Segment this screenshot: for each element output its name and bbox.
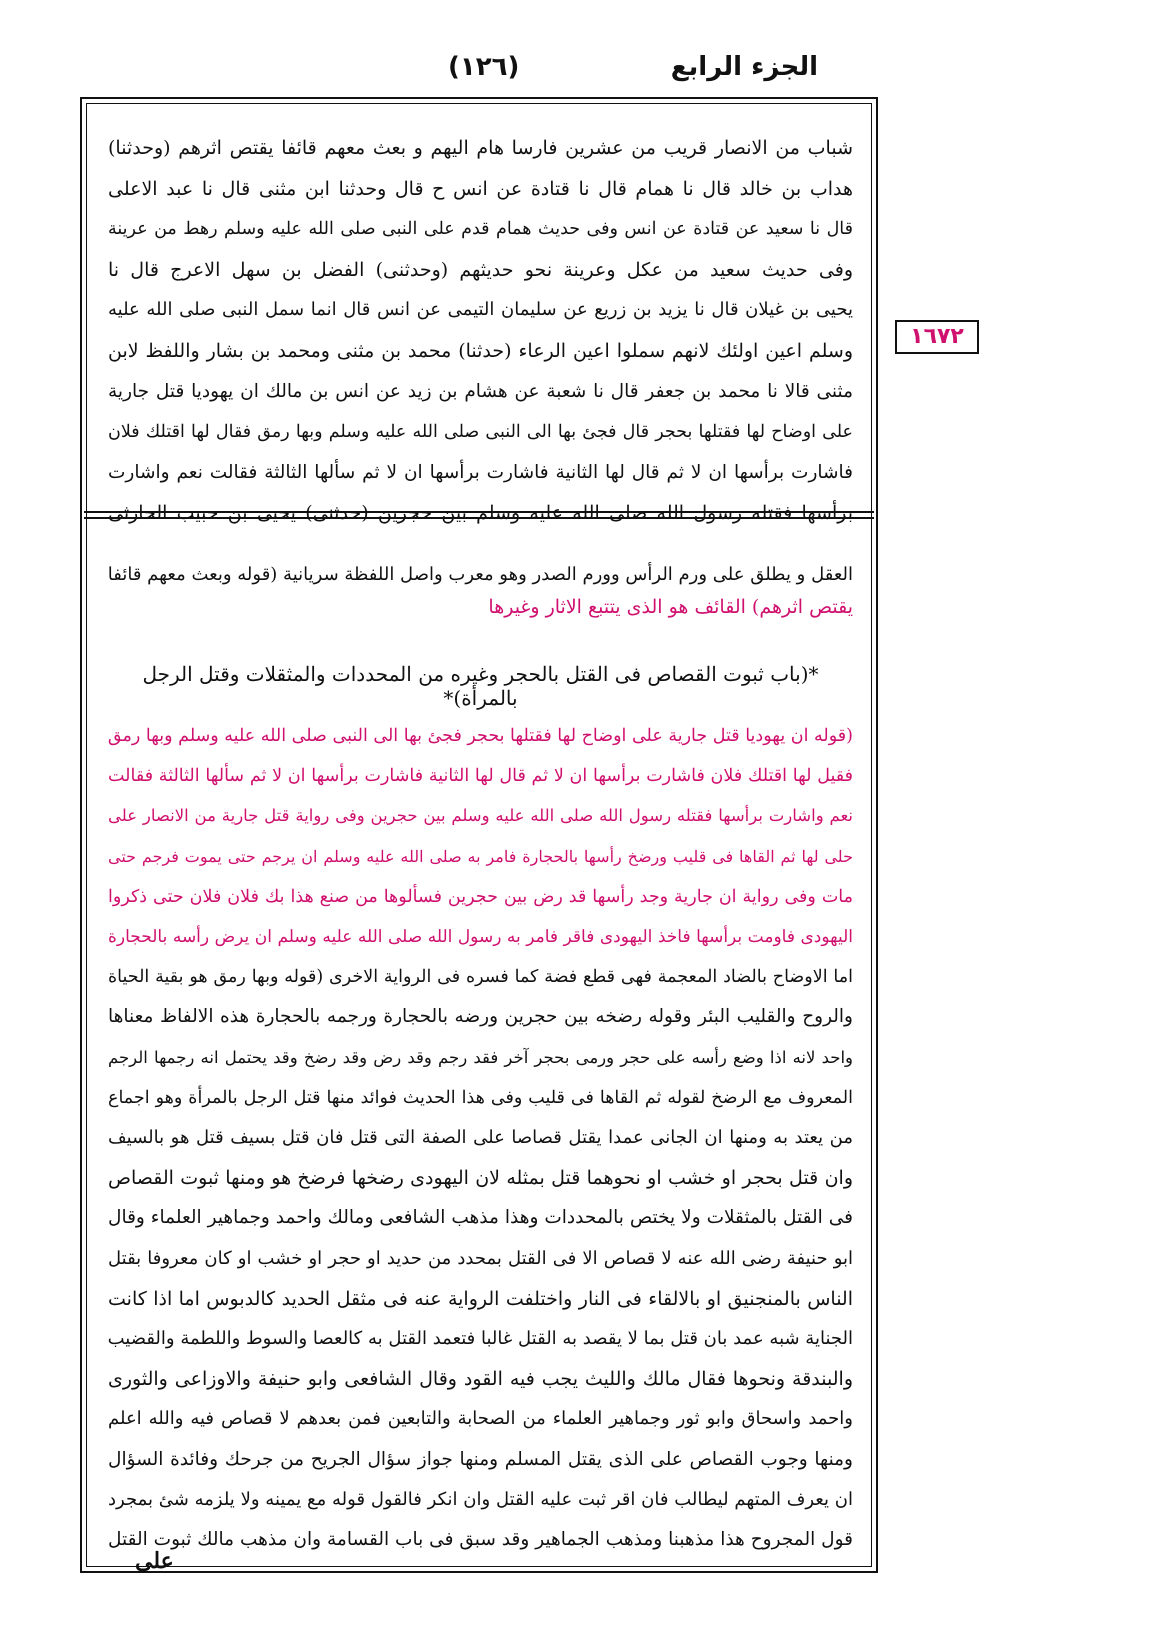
- part-label: الجزء الرابع: [670, 52, 818, 82]
- commentary-line: ان يعرف المتهم ليطالب فان اقر ثبت عليه القتل وان انكر فالقول قوله مع يمينه ولا يلزمه شئ بمجرد: [108, 1488, 853, 1510]
- commentary-line-quote: فقيل لها اقتلك فلان فاشارت برأسها ان لا ثم قال لها الثانية فاشارت برأسها ان لا ثم سألها الثالثة فقالت: [108, 766, 853, 787]
- chapter-heading: *(باب ثبوت القصاص فى القتل بالحجر وغيره من المحددات والمثقلات وقتل الرجل بالمرأة)*: [142, 662, 819, 710]
- commentary-line: واحمد واسحاق وابو ثور وجماهير العلماء من الصحابة والتابعين فمن بعدهم لا قصاص فيه والله اعلم: [108, 1408, 853, 1430]
- commentary-line: قول المجروح هذا مذهبنا ومذهب الجماهير وقد سبق فى باب القسامة وان مذهب مالك ثبوت القتل: [108, 1529, 853, 1551]
- matn-line: وسلم اعين اولئك لانهم سملوا اعين الرعاء (حدثنا) محمد بن مثنى ومحمد بن بشار واللفظ لابن: [108, 339, 853, 362]
- commentary-line: والروح والقليب البئر وقوله رضخه بين حجرين ورضه بالحجارة ورجمه بالحجارة هذه الالفاظ معناها: [108, 1006, 853, 1028]
- commentary-line: الناس بالمنجنيق او بالالقاء فى النار واختلفت الرواية عنه فى مثقل الحديد كالدبوس اما اذا كانت: [108, 1287, 853, 1310]
- commentary-line-highlight: يقتص اثرهم) القائف هو الذى يتتبع الاثار وغيرها: [488, 596, 853, 618]
- page-number: (١٢٦): [448, 52, 520, 82]
- commentary-line: الجناية شبه عمد بان قتل بما لا يقصد به القتل غالبا فتعمد القتل به كالعصا والسوط واللطمة والقضيب: [108, 1328, 853, 1350]
- hadith-number-badge: ١٦٧٢: [895, 320, 979, 354]
- matn-line: قال نا سعيد عن قتادة عن انس وفى حديث همام قدم على النبى صلى الله عليه وسلم رهط من عرينة: [108, 219, 853, 240]
- matn-line: هداب بن خالد قال نا همام قال نا قتادة عن انس ح قال وحدثنا ابن مثنى قال نا عبد الاعلى: [108, 177, 853, 200]
- hadith-text: [108, 128, 853, 534]
- commentary-line: ومنها وجوب القصاص على الذى يقتل المسلم ومنها جواز سؤال الجريح من جرحك وفائدة السؤال: [108, 1448, 853, 1470]
- matn-line: يحيى بن غيلان قال نا يزيد بن زريع عن سليمان التيمى عن انس قال انما سمل النبى صلى الله عليه: [108, 299, 853, 321]
- commentary-line-quote: (قوله ان يهوديا قتل جارية على اوضاح لها فقتلها بحجر فجئ بها الى النبى صلى الله عليه وسلم وبها رمق: [108, 726, 853, 746]
- commentary-line-quote: مات وفى رواية ان جارية وجد رأسها قد رض بين حجرين فسألوها من صنع هذا بك فلان فلان حتى ذكروا: [108, 886, 853, 907]
- commentary-line: من يعتد به ومنها ان الجانى عمدا يقتل قصاصا على الصفة التى قتل فان قتل بسيف قتل هو بالسيف: [108, 1127, 853, 1149]
- commentary-line-quote: اليهودى فاومت برأسها فاخذ اليهودى فاقر فامر به رسول الله صلى الله عليه وسلم ان يرض رأسه بالحجارة: [108, 927, 853, 948]
- commentary-line: فى القتل بالمثقلات ولا يختص بالمحددات وهذا مذهب الشافعى ومالك واحمد وجماهير العلماء وقال: [108, 1207, 853, 1229]
- commentary-line: وان قتل بحجر او خشب او نحوهما قتل بمثله لان اليهودى رضخها فرضخ هو ومنها ثبوت القصاص: [108, 1167, 853, 1190]
- catchword: على: [135, 1548, 174, 1574]
- matn-line: شباب من الانصار قريب من عشرين فارسا هام اليهم و بعث معهم قائفا يقتص اثرهم (وحدثنا): [108, 137, 853, 159]
- commentary-line: المعروف مع الرضخ لقوله ثم القاها فى قليب وفى هذا الحديث فوائد منها قتل الرجل بالمرأة وهو اجماع: [108, 1087, 853, 1108]
- commentary-line: اما الاوضاح بالضاد المعجمة فهى قطع فضة كما فسره فى الرواية الاخرى (قوله وبها رمق هو بقية الحياة: [108, 967, 853, 988]
- commentary-line: واحد لانه اذا وضع رأسه على حجر ورمى بحجر آخر فقد رجم وقد رض وقد رضخ وقد يحتمل انه رجمها الرجم: [108, 1047, 853, 1067]
- matn-line: وفى حديث سعيد من عكل وعرينة نحو حديثهم (وحدثنى) الفضل بن سهل الاعرج قال نا: [108, 258, 853, 281]
- commentary-line-quote: حلى لها ثم القاها فى قليب ورضخ رأسها بالحجارة فامر به صلى الله عليه وسلم ان يرجم حتى يموت فرجم حتى: [108, 846, 853, 866]
- commentary-line: ابو حنيفة رضى الله عنه لا قصاص الا فى القتل بمحدد من حديد او حجر او خشب او كان معروفا بقتل: [108, 1247, 853, 1269]
- matn-line: فاشارت برأسها ان لا ثم قال لها الثانية فاشارت برأسها ان لا ثم سألها الثالثة فقالت نعم واشارت: [108, 461, 853, 483]
- matn-line: برأسها فقتله رسول الله صلى الله عليه وسلم بين حجرين (حدثنى) يحيى بن حبيب الحارثى: [108, 502, 853, 525]
- commentary-text: [108, 716, 853, 1560]
- matn-line: مثنى قالا نا محمد بن جعفر قال نا شعبة عن هشام بن زيد عن انس بن مالك ان يهوديا قتل جارية: [108, 380, 853, 402]
- commentary-continuation: [108, 558, 853, 624]
- matn-line: على اوضاح لها فقتلها بحجر قال فجئ بها الى النبى صلى الله عليه وسلم وبها رمق فقال لها اقتلك فلان: [108, 422, 853, 443]
- commentary-line: العقل و يطلق على ورم الرأس وورم الصدر وهو معرب واصل اللفظة سريانية (قوله وبعث معهم قائفا: [108, 564, 853, 585]
- commentary-line: والبندقة ونحوها فقال مالك والليث يجب فيه القود وقال الشافعى وابو حنيفة والاوزاعى والثورى: [108, 1368, 853, 1391]
- commentary-line-quote: نعم واشارت برأسها فقتله رسول الله صلى الله عليه وسلم بين حجرين وفى رواية قتل جارية من الانصار على: [108, 806, 853, 826]
